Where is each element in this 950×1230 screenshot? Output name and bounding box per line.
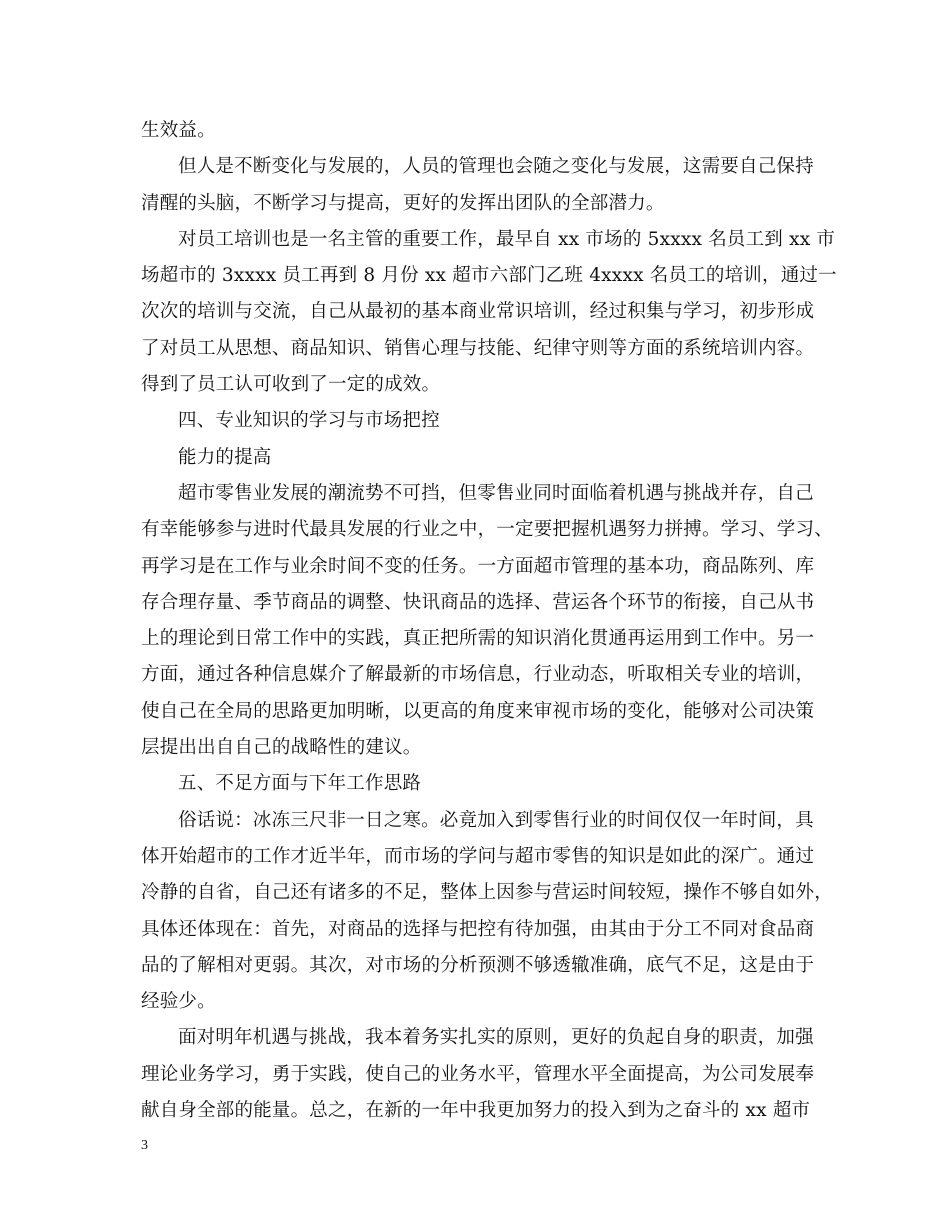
text-line: 理论业务学习，勇于实践，使自己的业务水平，管理水平全面提高，为公司发展奉	[141, 1063, 815, 1085]
text-line: 体开始超市的工作才近半年，而市场的学问与超市零售的知识是如此的深广。通过	[141, 845, 815, 867]
text-line: 超市零售业发展的潮流势不可挡，但零售业同时面临着机遇与挑战并存，自己	[178, 482, 814, 504]
text-line: 俗话说：冰冻三尺非一日之寒。必竟加入到零售行业的时间仅仅一年时间，具	[178, 809, 814, 831]
text-line: 献自身全部的能量。总之，在新的一年中我更加努力的投入到为之奋斗的 xx 超市	[141, 1100, 811, 1122]
text-line: 但人是不断变化与发展的，人员的管理也会随之变化与发展，这需要自己保持	[178, 156, 814, 178]
page-number: 3	[141, 1138, 148, 1153]
section-heading: 能力的提高	[178, 446, 272, 468]
text-line: 生效益。	[141, 120, 216, 141]
text-line: 具体还体现在：首先，对商品的选择与把控有待加强，由其由于分工不同对食品商	[141, 918, 815, 940]
text-line: 上的理论到日常工作中的实践，真正把所需的知识消化贯通再运用到工作中。另一	[141, 628, 815, 650]
text-line: 再学习是在工作与业余时间不变的任务。一方面超市管理的基本功，商品陈列、库	[141, 555, 815, 577]
text-line: 场超市的 3xxxx 员工再到 8 月份 xx 超市六部门乙班 4xxxx 名员工的培训，通过一	[141, 265, 837, 287]
text-line: 品的了解相对更弱。其次，对市场的分析预测不够透辙准确，底气不足，这是由于	[141, 954, 815, 976]
text-line: 对员工培训也是一名主管的重要工作，最早自 xx 市场的 5xxxx 名员工到 xx 市	[178, 228, 836, 250]
text-line: 使自己在全局的思路更加明晰，以更高的角度来审视市场的变化，能够对公司决策	[141, 700, 815, 722]
section-heading: 五、不足方面与下年工作思路	[178, 773, 422, 795]
text-line: 方面，通过各种信息媒介了解最新的市场信息，行业动态，听取相关专业的培训，	[141, 664, 815, 686]
text-line: 了对员工从思想、商品知识、销售心理与技能、纪律守则等方面的系统培训内容。	[141, 337, 815, 359]
text-line: 经验少。	[141, 991, 216, 1013]
text-line: 存合理存量、季节商品的调整、快讯商品的选择、营运各个环节的衔接，自己从书	[141, 591, 815, 613]
text-line: 层提出出自自己的战略性的建议。	[141, 737, 422, 759]
document-body	[141, 113, 837, 1129]
text-line: 冷静的自省，自己还有诸多的不足，整体上因参与营运时间较短，操作不够自如外，	[141, 882, 833, 904]
section-heading: 四、专业知识的学习与市场把控	[178, 410, 440, 432]
text-line: 次次的培训与交流，自己从最初的基本商业常识培训，经过积集与学习，初步形成	[141, 301, 815, 323]
text-line: 清醒的头脑，不断学习与提高，更好的发挥出团队的全部潜力。	[141, 192, 665, 214]
text-line: 面对明年机遇与挑战，我本着务实扎实的原则，更好的负起自身的职责，加强	[178, 1027, 814, 1049]
text-line: 有幸能够参与进时代最具发展的行业之中，一定要把握机遇努力拼搏。学习、学习、	[141, 519, 833, 541]
text-line: 得到了员工认可收到了一定的成效。	[141, 374, 441, 396]
